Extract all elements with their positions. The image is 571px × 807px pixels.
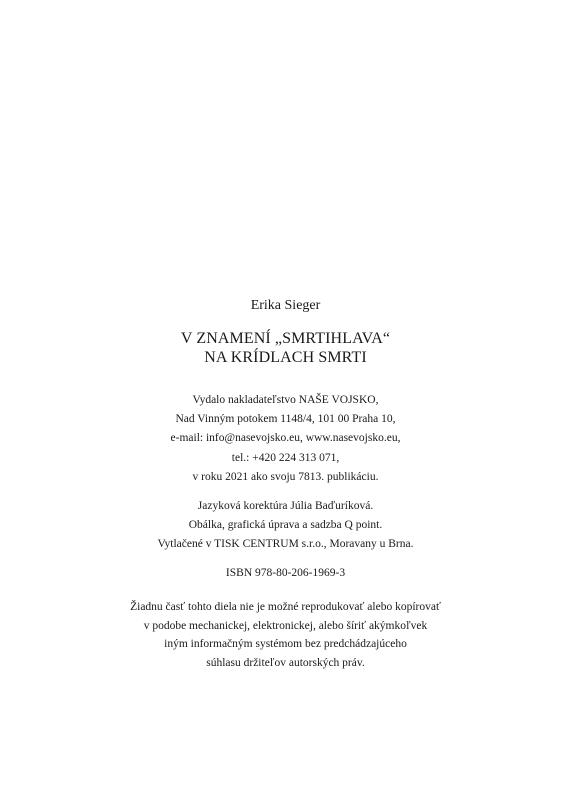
author-name: Erika Sieger [250,298,321,313]
book-title [0,329,571,367]
credit-line: Obálka, grafická úprava a sadzba Q point. [188,519,383,532]
imprint-line: tel.: +420 224 313 071, [231,451,340,464]
publisher-imprint [0,391,571,487]
title-line-1: V ZNAMENÍ „SMRTIHLAVA“ [180,330,391,347]
credit-line: Vytlačené v TISK CENTRUM s.r.o., Moravany u Brna. [157,538,414,551]
rights-line: v podobe mechanickej, elektronickej, alebo šíriť akýmkoľvek [143,619,428,632]
imprint-line: Nad Vinným potokem 1148/4, 101 00 Praha 10, [175,413,396,426]
title-line-2: NA KRÍDLACH SMRTI [204,349,367,366]
copyright-notice [0,598,571,672]
rights-line: iným informačným systémom bez predchádzajúceho [164,638,407,650]
imprint-line: v roku 2021 ako svoju 7813. publikáciu. [192,470,379,483]
rights-line: Žiadnu časť tohto diela nie je možné reprodukovať alebo kopírovať [130,601,441,613]
rights-line: súhlasu držiteľov autorských práv. [206,656,365,669]
production-credits [0,497,571,555]
credit-line: Jazyková korektúra Júlia Baďuríková. [197,500,374,512]
imprint-line: e-mail: info@nasevojsko.eu, www.nasevojsko.eu, [170,432,401,445]
imprint-line: Vydalo nakladateľstvo NAŠE VOJSKO, [192,394,379,406]
isbn-number: ISBN 978-80-206-1969-3 [225,567,346,579]
